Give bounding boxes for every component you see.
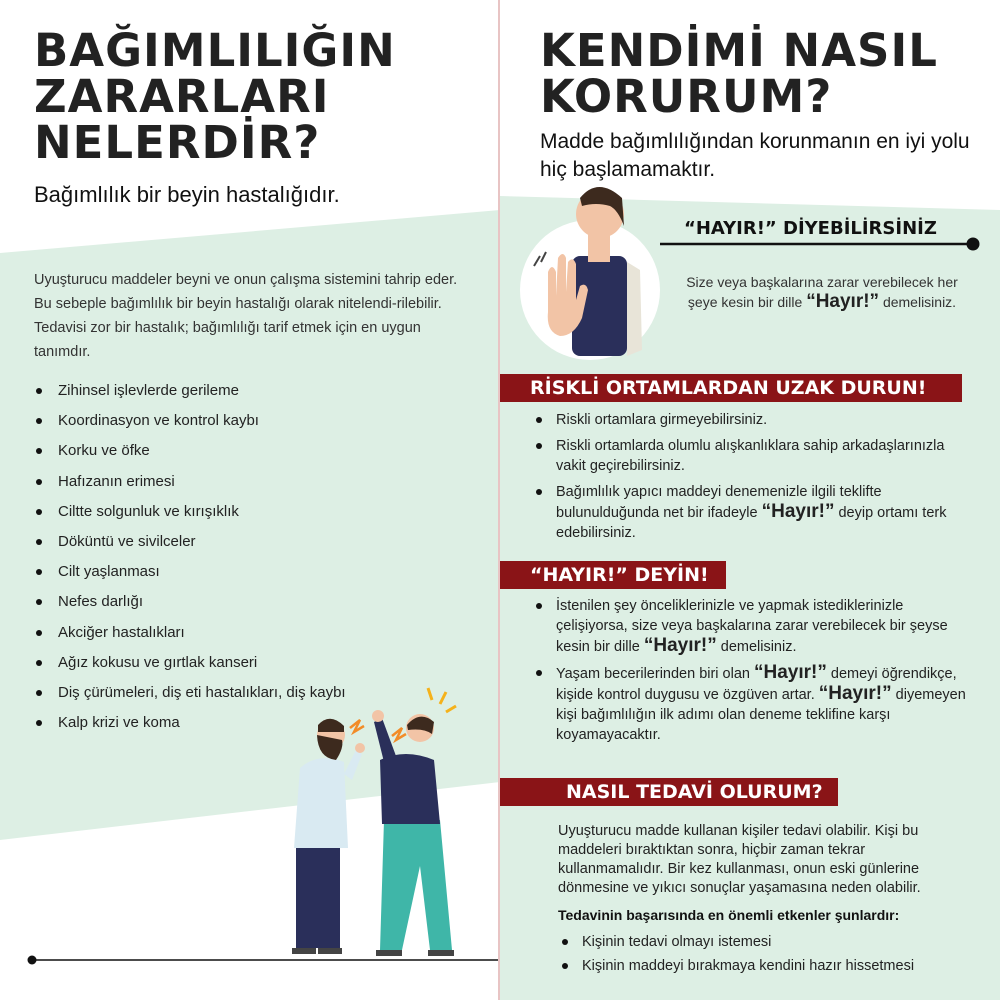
tedavi-factors-heading: Tedavinin başarısında en önemli etkenler şunlardır: [558, 907, 900, 923]
left-headline-line: NELERDİR? [34, 116, 321, 169]
right-subtitle: Madde bağımlılığından korunmanın en iyi yolu hiç başlamamaktır. [540, 130, 970, 181]
harms-list-item: Cilt yaşlanması [34, 561, 484, 591]
harms-list-item: Zihinsel işlevlerde gerileme [34, 380, 484, 410]
hayir-desc-text: demelisiniz. [882, 294, 957, 310]
right-headline [540, 24, 980, 123]
bottom-timeline-dot [28, 956, 37, 965]
deyin-item-text: diyemeyen kişi bağımlılığın ilk adımı olan deneme teklifine karşı koyamayacaktır. [556, 687, 966, 743]
hayir-section-description [672, 272, 972, 312]
hayir-emphasis: “Hayır!” [818, 683, 892, 704]
deyin-item-text: Yaşam becerilerinden biri olan [556, 666, 750, 682]
harms-list-item: Diş çürümeleri, diş eti hastalıkları, diş kaybı [34, 682, 484, 712]
deyin-list [534, 596, 974, 751]
left-headline-line: ZARARLARI [34, 70, 330, 123]
hayir-emphasis: “Hayır!” [754, 662, 827, 683]
tedavi-list-item: Kişinin tedavi olmayı istemesi [560, 932, 1000, 952]
hayir-rule-dot [967, 238, 980, 251]
hayir-desc-text: Size veya başkalarına zarar verebilecek her şeye kesin bir dille [686, 274, 958, 310]
risk-section-banner: RİSKLİ ORTAMLARDAN UZAK DURUN! [500, 374, 962, 402]
tedavi-list-item: Kişinin maddeyi bırakmaya kendini hazır hissetmesi [560, 956, 1000, 976]
deyin-item-text: demelisiniz. [720, 639, 797, 655]
left-headline-line: BAĞIMLILIĞIN [34, 24, 396, 77]
hayir-emphasis: “Hayır!” [806, 291, 880, 312]
risk-list [534, 410, 974, 549]
tedavi-section-banner: NASIL TEDAVİ OLURUM? [500, 778, 838, 806]
harms-list-item: Nefes darlığı [34, 591, 484, 621]
risk-list-item: Riskli ortamlarda olumlu alışkanlıklara sahip arkadaşlarınızla vakit geçirebilirsiniz. [534, 436, 974, 476]
harms-list-item: Döküntü ve sivilceler [34, 531, 484, 561]
hayir-emphasis: “Hayır!” [643, 635, 717, 656]
harms-list [34, 380, 484, 742]
hayir-section-title: “HAYIR!” DİYEBİLİRSİNİZ [684, 218, 937, 239]
left-intro-paragraph: Uyuşturucu maddeler beyni ve onun çalışma sistemini tahrip eder. Bu sebeple bağımlılık bir beyin hastalığı olarak nitelendi-rilebilir. Tedavisi zor bir hastalık; bağımlılığı tarif etmek için en uygun tanımdır. [34, 272, 458, 360]
harms-list-item: Hafızanın erimesi [34, 471, 484, 501]
left-headline [34, 24, 474, 169]
right-headline-line: KORURUM? [540, 70, 833, 123]
left-subtitle: Bağımlılık bir beyin hastalığıdır. [34, 182, 340, 207]
harms-list-item: Ciltte solgunluk ve kırışıklık [34, 501, 484, 531]
risk-list-item: Riskli ortamlara girmeyebilirsiniz. [534, 410, 974, 430]
risk-item-text: deyip ortamı terk edebilirsiniz. [556, 505, 947, 541]
risk-list-item [534, 482, 974, 543]
tedavi-list [560, 932, 1000, 980]
deyin-list-item [534, 596, 974, 657]
harms-list-item: Ağız kokusu ve gırtlak kanseri [34, 652, 484, 682]
harms-list-item: Akciğer hastalıkları [34, 622, 484, 652]
tedavi-paragraph: Uyuşturucu madde kullanan kişiler tedavi olabilir. Kişi bu maddeleri bıraktıktan sonra, hiçbir zaman tekrar kullanmamalıdır. Bir kez kullanması, onun eski günlerine dönmesine ve yıkıcı sonuçlar yaşamasına neden olabilir. [558, 823, 921, 896]
harms-list-item: Koordinasyon ve kontrol kaybı [34, 410, 484, 440]
deyin-section-banner: “HAYIR!” DEYİN! [500, 561, 726, 589]
hayir-emphasis: “Hayır!” [761, 501, 835, 522]
harms-list-item: Kalp krizi ve koma [34, 712, 484, 742]
deyin-item-text: İstenilen şey önceliklerinizle ve yapmak istediklerinizle çelişiyorsa, size veya başkalarına zarar verebilecek bir şeyse kesin bir dille [556, 598, 948, 655]
harms-list-item: Korku ve öfke [34, 440, 484, 470]
risk-item-text: Bağımlılık yapıcı maddeyi denemenizle ilgili teklifte bulunulduğunda net bir ifadeyle [556, 484, 882, 521]
right-headline-line: KENDİMİ NASIL [540, 24, 938, 77]
deyin-list-item [534, 663, 974, 745]
deyin-item-text: demeyi öğrendikçe, kişide kontrol duygusu ve özgüven artar. [556, 666, 957, 703]
